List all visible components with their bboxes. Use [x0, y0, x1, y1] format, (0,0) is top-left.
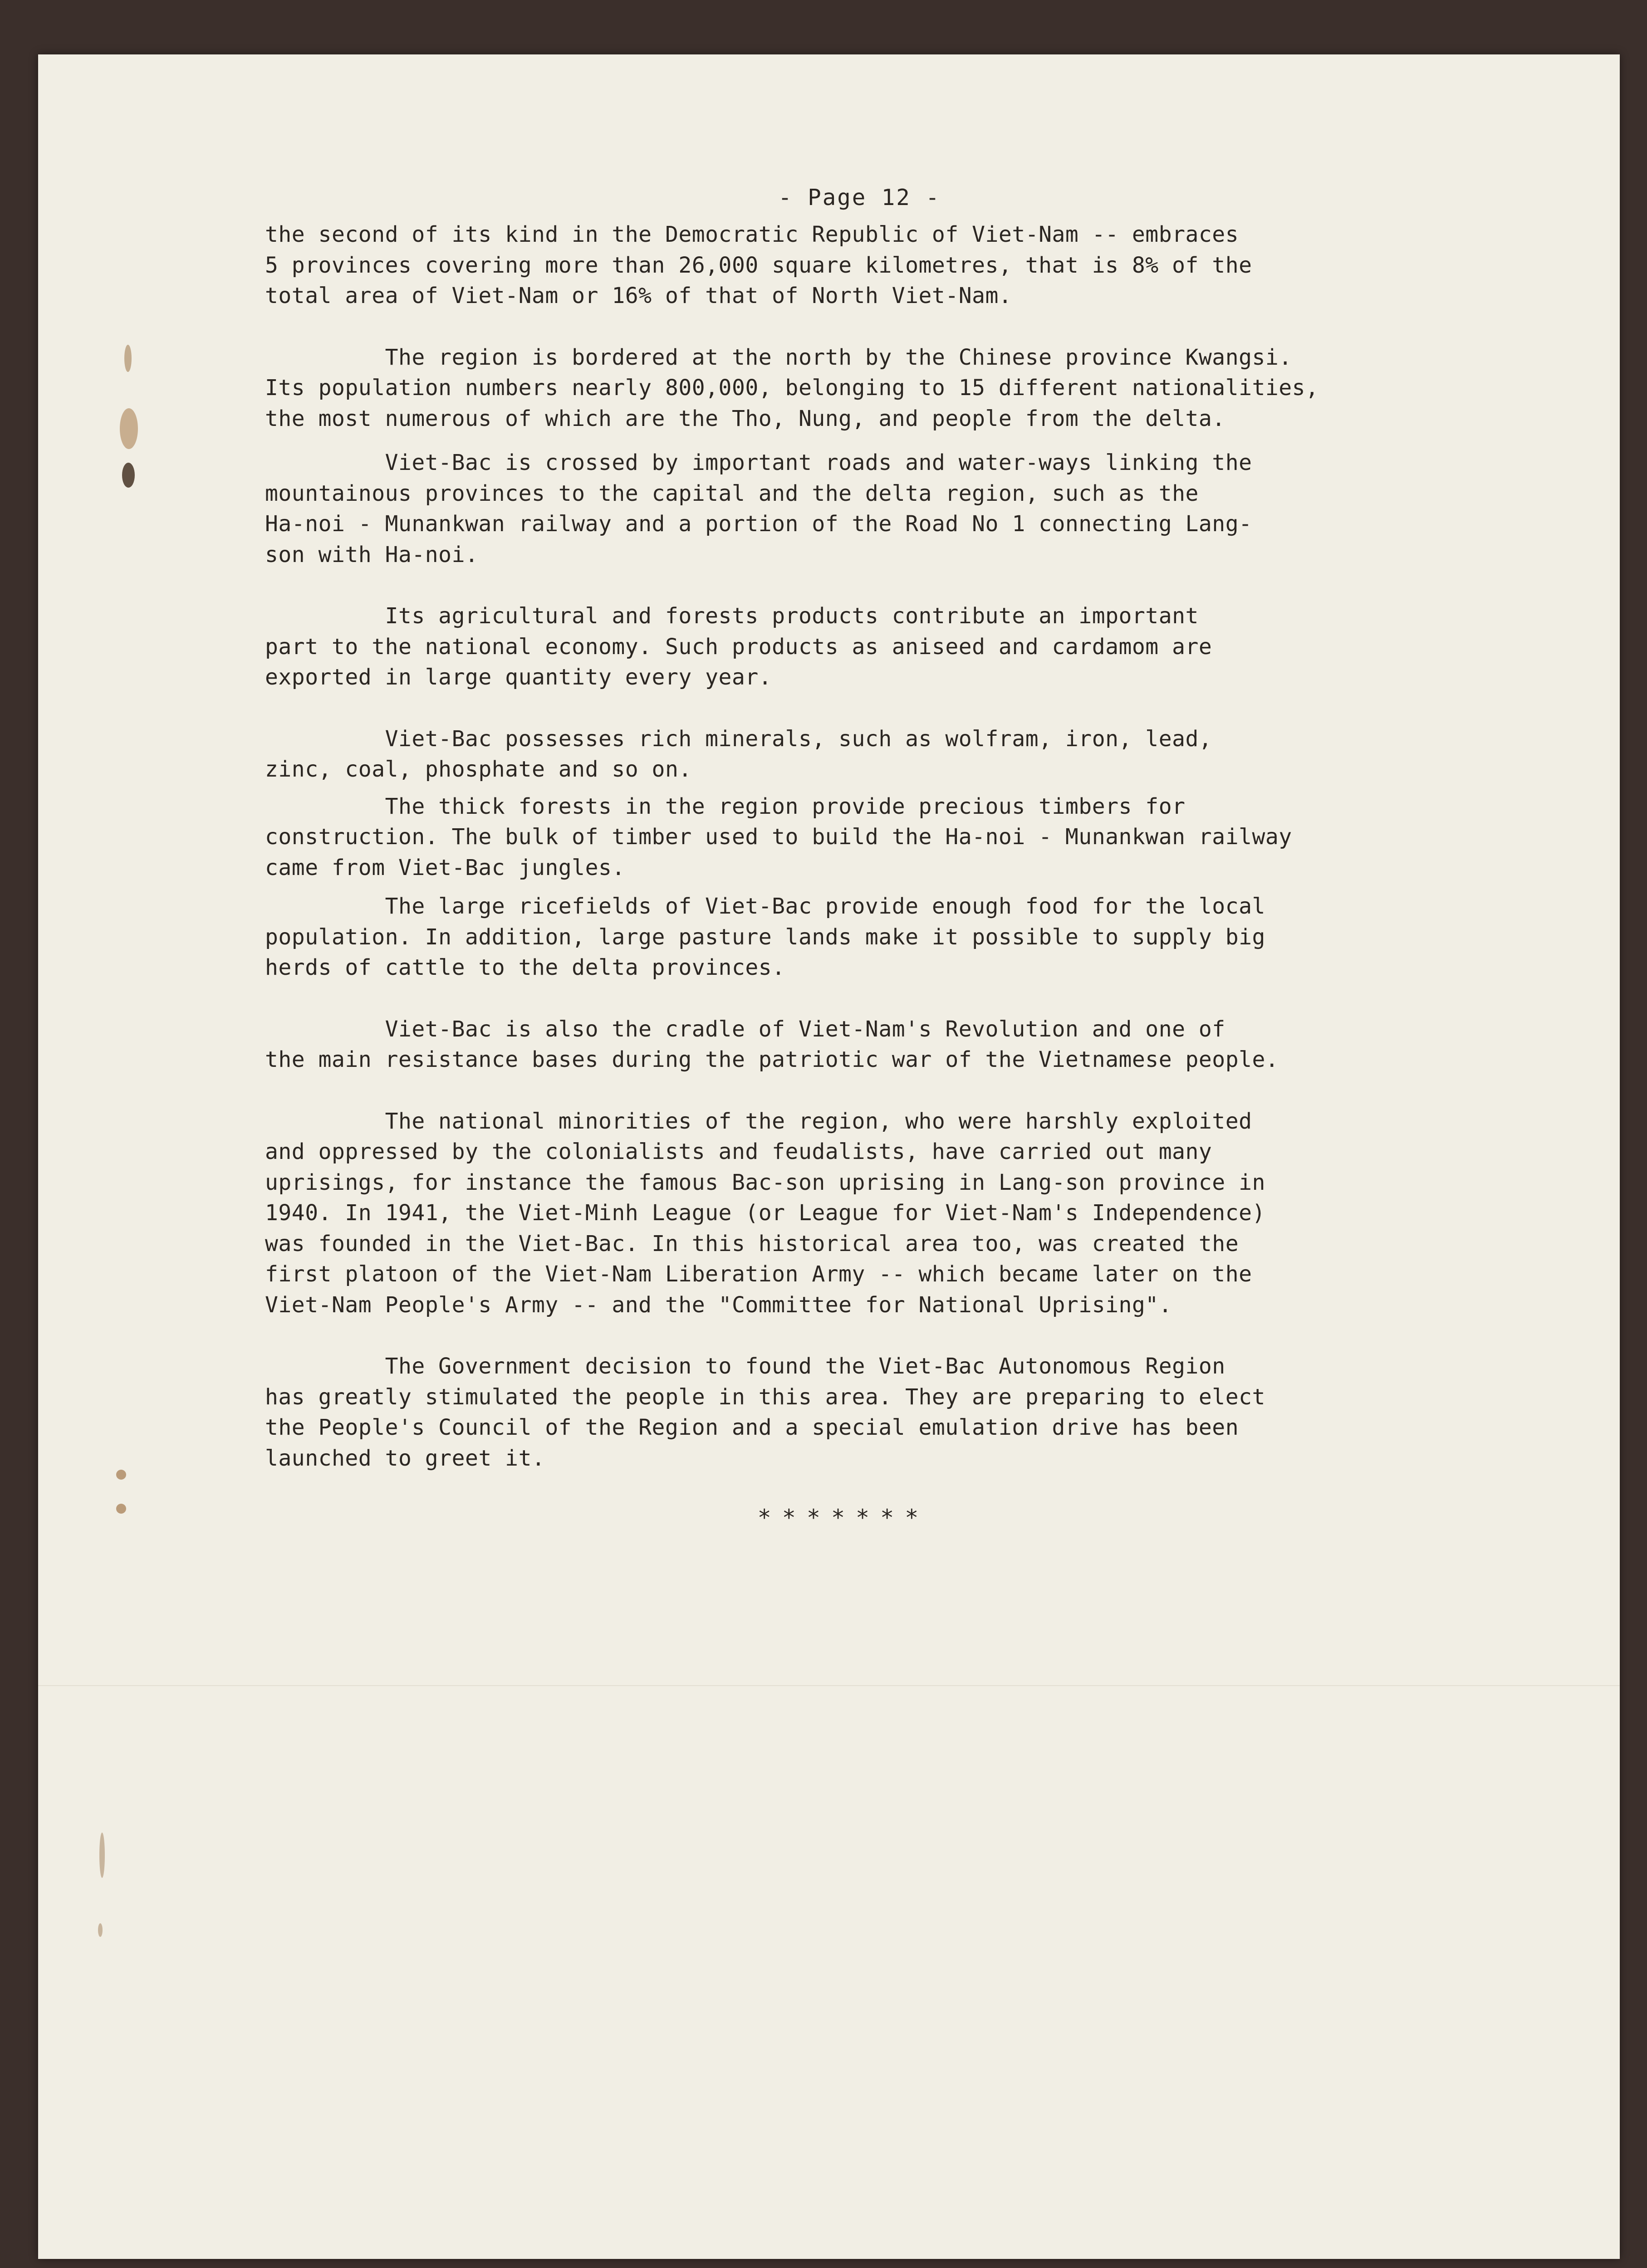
text-line: first platoon of the Viet-Nam Liberation Army -- which became later on the: [265, 1261, 1252, 1287]
text-line: the main resistance bases during the patriotic war of the Vietnamese people.: [265, 1047, 1279, 1072]
paragraph: [265, 220, 1490, 312]
paragraph: [265, 724, 1490, 785]
text-line: 1940. In 1941, the Viet-Minh League (or League for Viet-Nam's Independence): [265, 1200, 1265, 1226]
text-line: came from Viet-Bac jungles.: [265, 855, 625, 880]
rust-stain: [120, 408, 138, 449]
rust-stain: [98, 1923, 103, 1937]
paragraph: [265, 1351, 1490, 1474]
text-line: has greatly stimulated the people in this area. They are preparing to elect: [265, 1384, 1265, 1410]
text-line: son with Ha-noi.: [265, 542, 479, 567]
punch-mark: [116, 1470, 126, 1480]
text-line: part to the national economy. Such products as aniseed and cardamom are: [265, 634, 1212, 660]
text-line: the most numerous of which are the Tho, Nung, and people from the delta.: [265, 406, 1225, 431]
rust-stain: [122, 463, 135, 488]
paragraph: [265, 448, 1490, 570]
paragraph: [265, 342, 1490, 435]
document-page: [38, 54, 1620, 2259]
text-line: Viet-Nam People's Army -- and the "Committee for National Uprising".: [265, 1292, 1172, 1318]
text-line: Its population numbers nearly 800,000, belonging to 15 different nationalities,: [265, 375, 1319, 401]
text-line: herds of cattle to the delta provinces.: [265, 955, 785, 980]
text-line: Viet-Bac is also the cradle of Viet-Nam's Revolution and one of: [265, 1016, 1225, 1042]
paragraph: [265, 1106, 1490, 1321]
text-line: The large ricefields of Viet-Bac provide enough food for the local: [265, 894, 1265, 919]
rust-stain: [124, 345, 132, 372]
text-line: zinc, coal, phosphate and so on.: [265, 757, 692, 782]
text-line: uprisings, for instance the famous Bac-son uprising in Lang-son province in: [265, 1169, 1265, 1195]
fold-line: [38, 1685, 1620, 1686]
punch-mark: [116, 1504, 126, 1514]
text-line: Ha-noi - Munankwan railway and a portion of the Road No 1 connecting Lang-: [265, 511, 1252, 537]
text-line: 5 provinces covering more than 26,000 square kilometres, that is 8% of the: [265, 252, 1252, 278]
text-line: exported in large quantity every year.: [265, 665, 772, 690]
text-line: Viet-Bac possesses rich minerals, such as wolfram, iron, lead,: [265, 726, 1212, 752]
text-line: The Government decision to found the Viet-Bac Autonomous Region: [265, 1354, 1225, 1379]
text-line: the People's Council of the Region and a special emulation drive has been: [265, 1415, 1239, 1440]
text-line: the second of its kind in the Democratic Republic of Viet-Nam -- embraces: [265, 222, 1239, 247]
page-number: - Page 12 -: [778, 185, 941, 210]
text-line: The thick forests in the region provide precious timbers for: [265, 793, 1186, 819]
text-line: was founded in the Viet-Bac. In this historical area too, was created the: [265, 1231, 1239, 1256]
document-text: [265, 182, 1490, 1531]
paragraph: [265, 1014, 1490, 1075]
text-line: Viet-Bac is crossed by important roads and water-ways linking the: [265, 450, 1252, 475]
text-line: construction. The bulk of timber used to build the Ha-noi - Munankwan railway: [265, 824, 1292, 850]
paragraph: [265, 601, 1490, 693]
paragraph: [265, 792, 1490, 884]
text-line: The national minorities of the region, who were harshly exploited: [265, 1108, 1252, 1134]
text-line: total area of Viet-Nam or 16% of that of North Viet-Nam.: [265, 283, 1012, 308]
rust-stain: [99, 1833, 105, 1878]
end-mark: *******: [757, 1505, 930, 1531]
paragraph: [265, 891, 1490, 983]
text-line: The region is bordered at the north by the Chinese province Kwangsi.: [265, 344, 1292, 370]
text-line: and oppressed by the colonialists and feudalists, have carried out many: [265, 1139, 1212, 1164]
text-line: launched to greet it.: [265, 1445, 545, 1471]
text-line: Its agricultural and forests products contribute an important: [265, 603, 1199, 629]
text-line: population. In addition, large pasture lands make it possible to supply big: [265, 924, 1265, 950]
text-line: mountainous provinces to the capital and the delta region, such as the: [265, 480, 1199, 506]
